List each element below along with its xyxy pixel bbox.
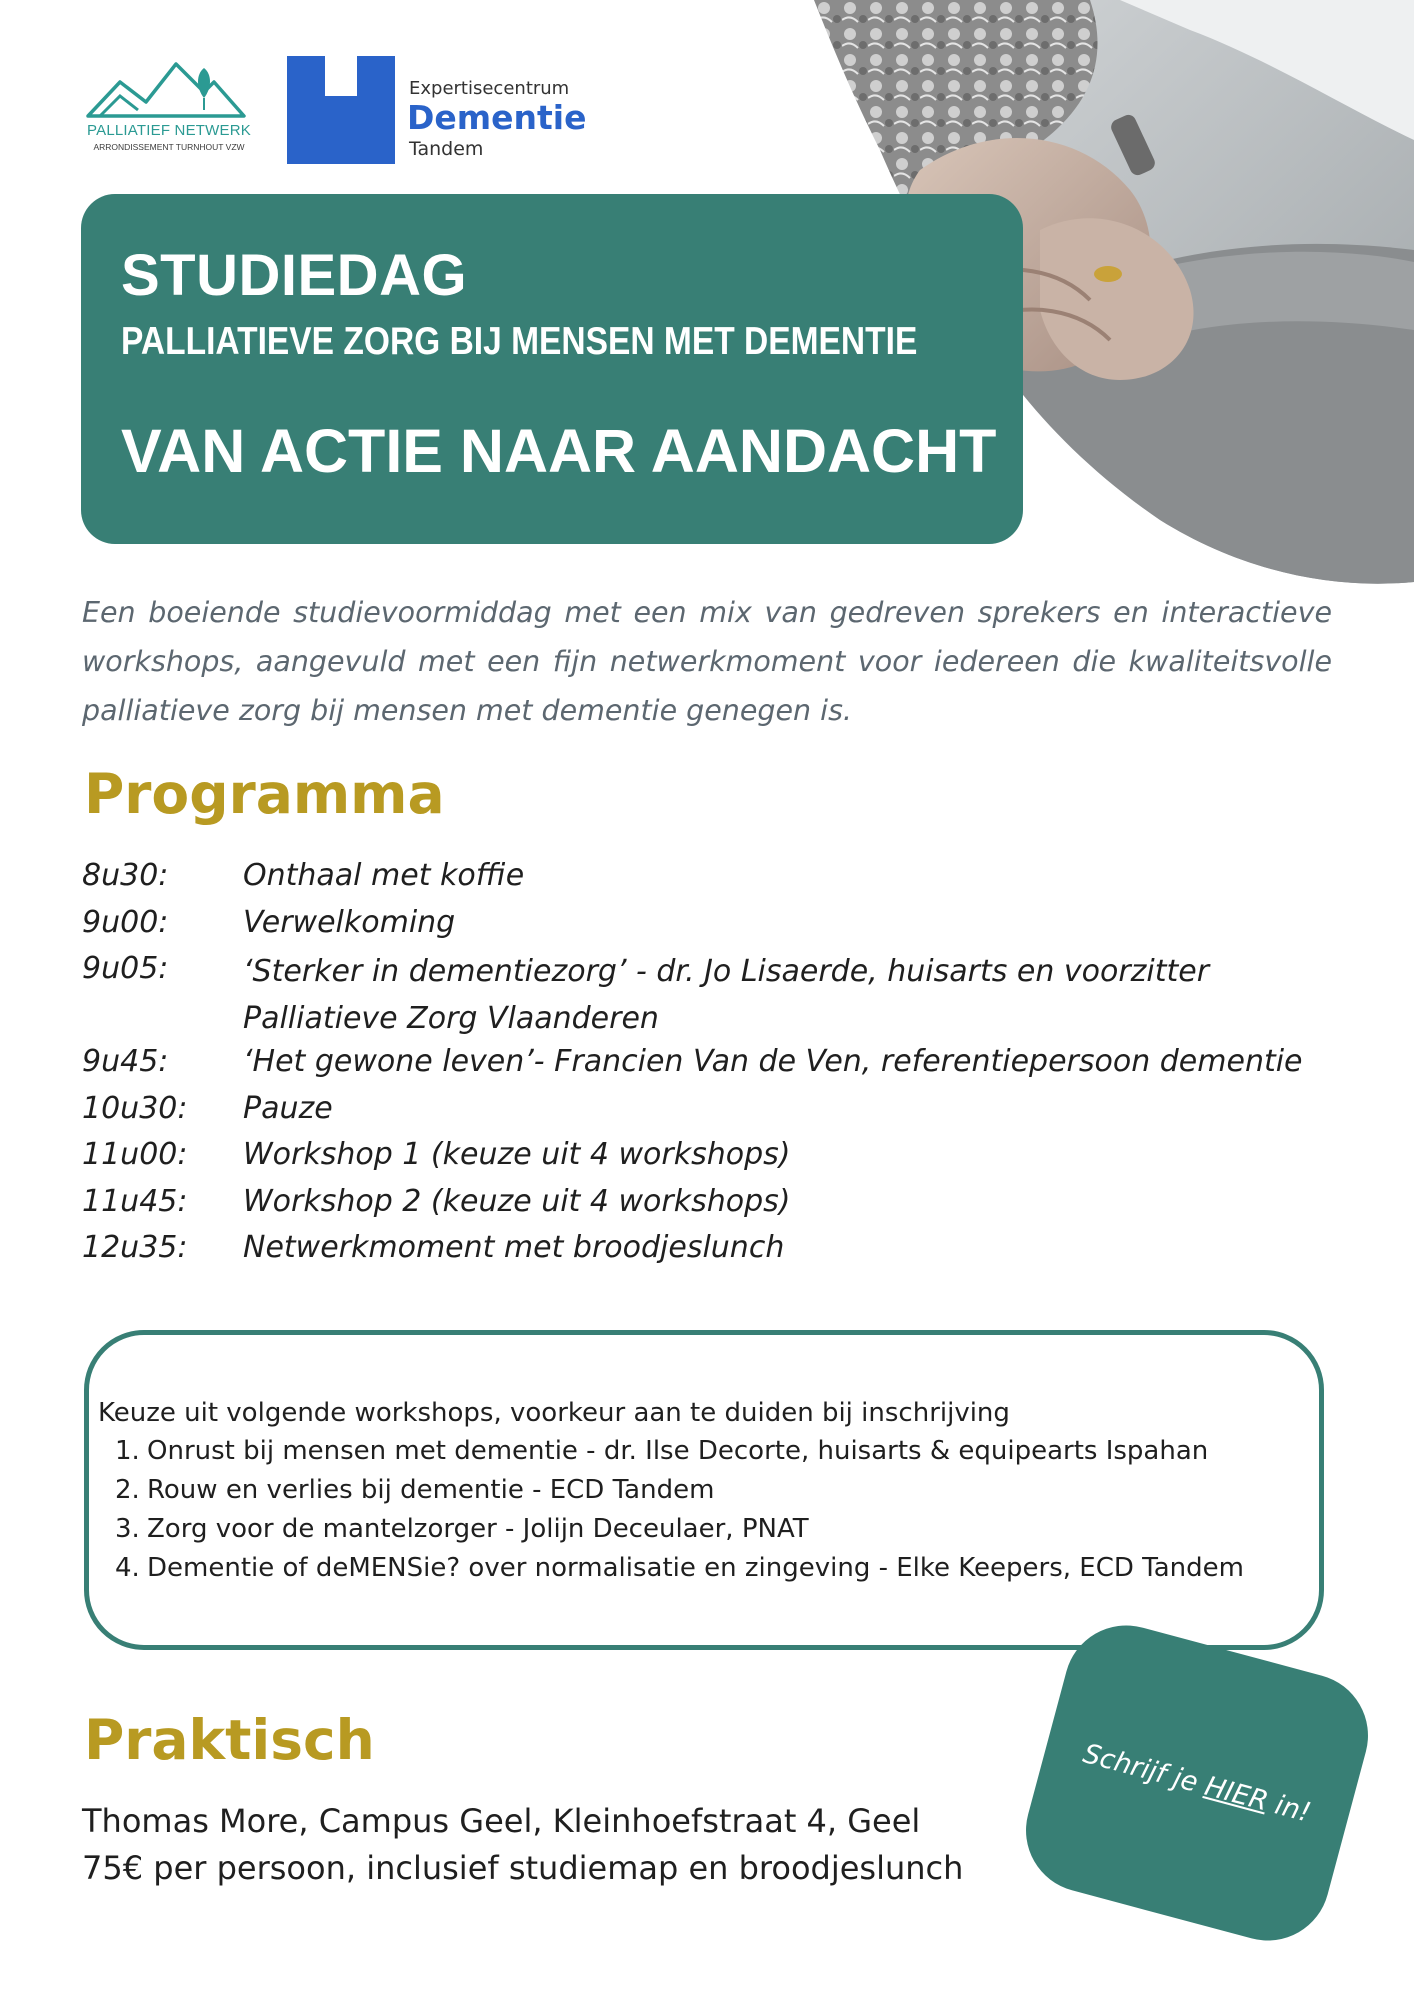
- programma-desc: Pauze: [243, 1090, 333, 1126]
- programma-desc: ‘Het gewone leven’- Francien Van de Ven, referentiepersoon dementie: [243, 1044, 1303, 1079]
- workshop-number: 4.: [115, 1553, 140, 1583]
- programma-item: [82, 1137, 1382, 1184]
- banner-title: STUDIEDAG: [121, 243, 468, 308]
- workshop-number: 1.: [115, 1436, 140, 1466]
- praktisch-info: [82, 1798, 963, 1892]
- programma-desc: Onthaal met koffie: [243, 858, 525, 893]
- banner-subtitle: PALLIATIEVE ZORG BIJ MENSEN MET DEMENTIE: [121, 320, 918, 363]
- programma-item: [82, 1184, 1382, 1231]
- programma-item: [82, 951, 1382, 1044]
- praktisch-price: 75€ per persoon, inclusief studiemap en broodjeslunch: [82, 1849, 964, 1887]
- workshop-text: Rouw en verlies bij dementie - ECD Tandem: [147, 1475, 715, 1505]
- programma-time: 9u05:: [82, 951, 169, 986]
- programma-desc: Verwelkoming: [243, 904, 456, 940]
- workshop-number: 3.: [115, 1514, 140, 1544]
- register-text-pre: Schrijf je: [1079, 1737, 1210, 1801]
- ecd-logo-line1: Expertisecentrum: [409, 78, 570, 99]
- praktisch-heading: Praktisch: [84, 1708, 375, 1772]
- programma-item: [82, 1044, 1382, 1091]
- praktisch-location: Thomas More, Campus Geel, Kleinhoefstraat 4, Geel: [82, 1802, 921, 1840]
- programma-list: [82, 858, 1382, 1277]
- title-banner: [81, 194, 1023, 544]
- register-button[interactable]: [1012, 1612, 1382, 1955]
- palliatief-netwerk-subtitle: ARRONDISSEMENT TURNHOUT VZW: [93, 142, 245, 152]
- mountain-icon: [84, 58, 254, 120]
- register-link[interactable]: HIER: [1201, 1770, 1272, 1817]
- ecd-tandem-logo-mark: [287, 56, 395, 164]
- programma-item: [82, 905, 1382, 952]
- register-text: [1080, 1738, 1314, 1829]
- palliatief-netwerk-logo: [84, 58, 254, 162]
- programma-item: [82, 1091, 1382, 1138]
- programma-desc: Workshop 2 (keuze uit 4 workshops): [243, 1183, 791, 1219]
- workshop-text: Onrust bij mensen met dementie - dr. Ilse Decorte, huisarts & equipearts Ispahan: [147, 1436, 1209, 1466]
- programma-desc: ‘Sterker in dementiezorg’ - dr. Jo Lisaerde, huisarts en voorzitter Palliatieve Zorg Vlaanderen: [243, 954, 1210, 1036]
- programma-time: 12u35:: [82, 1230, 188, 1265]
- ecd-logo-line2: Dementie: [407, 98, 587, 137]
- workshops-title: Keuze uit volgende workshops, voorkeur aan te duiden bij inschrijving: [98, 1398, 1010, 1428]
- register-text-post: in!: [1263, 1786, 1315, 1829]
- intro-text: Een boeiende studievoormiddag met een mix van gedreven sprekers en interactieve workshops, aangevuld met een fijn netwerkmoment voor iedereen die kwaliteitsvolle palliatieve zorg bij mensen met dementie genegen is.: [82, 596, 1332, 727]
- workshop-text: Dementie of deMENSie? over normalisatie en zingeving - Elke Keepers, ECD Tandem: [147, 1553, 1244, 1583]
- programma-desc: Netwerkmoment met broodjeslunch: [243, 1230, 785, 1265]
- programma-desc: Workshop 1 (keuze uit 4 workshops): [243, 1137, 791, 1172]
- programma-time: 8u30:: [82, 858, 169, 893]
- ecd-logo-line3: Tandem: [409, 138, 484, 160]
- programma-item: [82, 858, 1382, 905]
- banner-tagline: VAN ACTIE NAAR AANDACHT: [121, 417, 997, 485]
- workshop-text: Zorg voor de mantelzorger - Jolijn Deceulaer, PNAT: [147, 1514, 809, 1544]
- workshop-number: 2.: [115, 1475, 140, 1505]
- programma-item: [82, 1230, 1382, 1277]
- programma-time: 10u30:: [82, 1090, 188, 1126]
- programma-time: 9u00:: [82, 904, 169, 940]
- programma-time: 9u45:: [82, 1044, 169, 1079]
- programma-heading: Programma: [84, 762, 445, 826]
- programma-time: 11u45:: [82, 1183, 188, 1219]
- palliatief-netwerk-name: PALLIATIEF NETWERK: [87, 122, 251, 139]
- programma-time: 11u00:: [82, 1137, 188, 1172]
